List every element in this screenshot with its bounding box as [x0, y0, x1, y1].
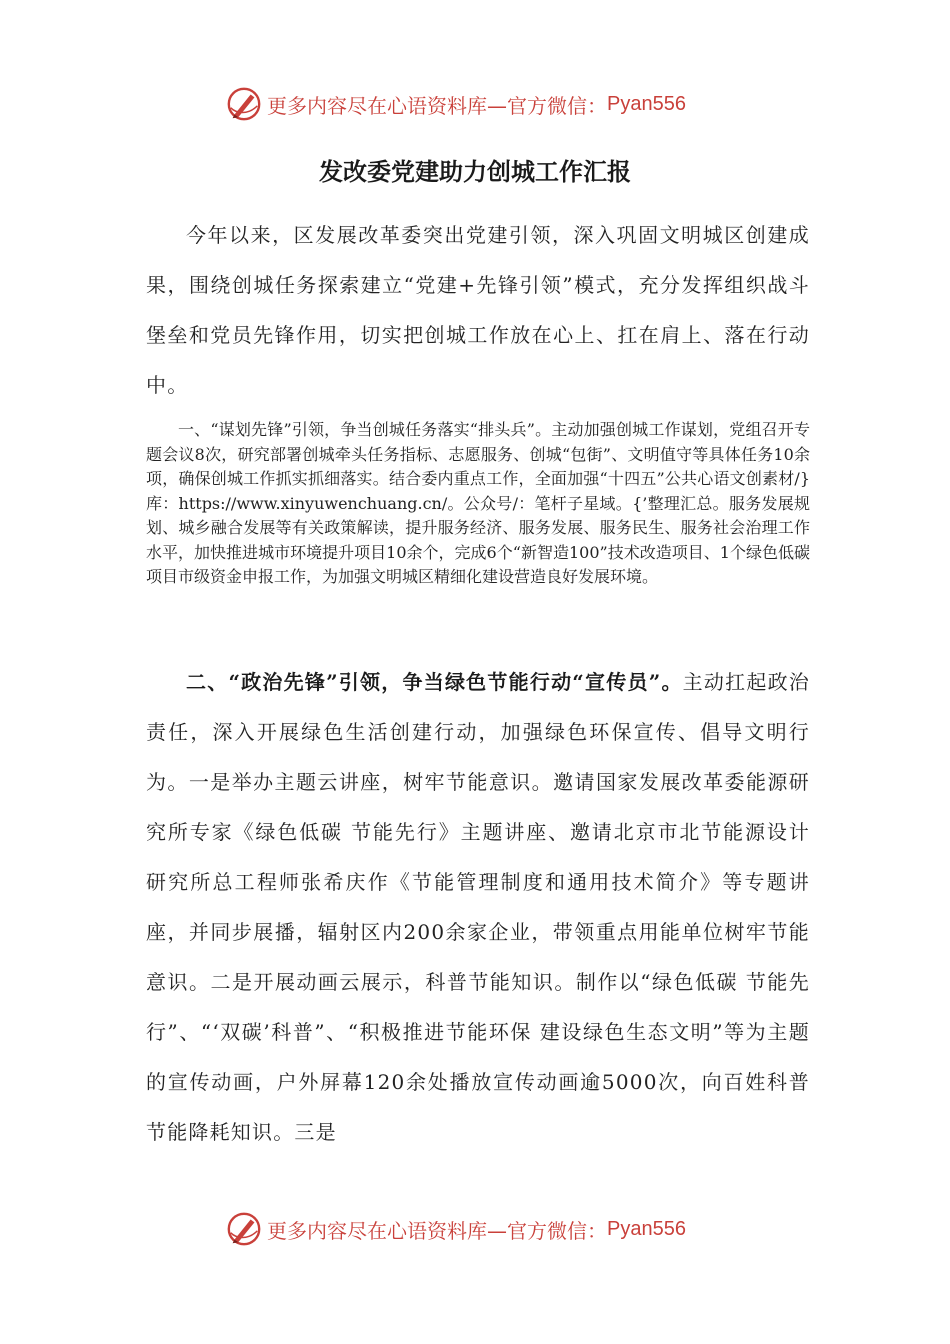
banner-handle: Pyan556 [607, 1217, 686, 1240]
banner-text: 更多内容尽在心语资料库—官方微信： [267, 1218, 607, 1243]
section-1-paragraph: 一、“谋划先锋”引领，争当创城任务落实“排头兵”。主动加强创城工作谋划，党组召开专题会议8次，研究部署创城牵头任务指标、志愿服务、创城“包街”、文明值守等具体任务10余项，确保创城工作抓实抓细落实。结合委内重点工作，全面加强“十四五”公共心语文创素材/}库：https://www.xinyuwenchuang.cn/。公众号/：笔杆子星域。{’整理汇总。服务发展规划、城乡融合发展等有关政策解读，提升服务经济、服务发展、服务民生、服务社会治理工作水平，加快推进城市环境提升项目10余个，完成6个“新智造100”技术改造项目、1个绿色低碳项目市级资金申报工作，为加强文明城区精细化建设营造良好发展环境。 [146, 420, 810, 586]
footer-banner [225, 1209, 745, 1249]
intro-paragraph: 今年以来，区发展改革委突出党建引领，深入巩固文明城区创建成果，围绕创城任务探索建立“党建+先锋引领”模式，充分发挥组织战斗堡垒和党员先锋作用，切实把创城工作放在心上、扛在肩上、落在行动中。 [146, 223, 810, 397]
banner-text: 更多内容尽在心语资料库—官方微信： [267, 93, 607, 118]
section-2-heading: 二、“政治先锋”引领，争当绿色节能行动“宣传员”。 [186, 670, 683, 694]
pen-logo-icon [225, 1210, 263, 1248]
header-banner [225, 84, 745, 124]
document-title: 发改委党建助力创城工作汇报 [319, 158, 631, 186]
section-2-body: 主动扛起政治责任，深入开展绿色生活创建行动，加强绿色环保宣传、倡导文明行为。一是举办主题云讲座，树牢节能意识。邀请国家发展改革委能源研究所专家《绿色低碳 节能先行》主题讲座、邀请北京市北节能源设计研究所总工程师张希庆作《节能管理制度和通用技术简介》等专题讲座，并同步展播，辐射区内200余家企业，带领重点用能单位树牢节能意识。二是开展动画云展示，科普节能知识。制作以“绿色低碳 节能先行”、“‘双碳’科普”、“积极推进节能环保 建设绿色生态文明”等为主题的宣传动画，户外屏幕120余处播放宣传动画逾5000次，向百姓科普节能降耗知识。三是 [146, 670, 811, 1144]
pen-logo-icon [225, 85, 263, 123]
section-2-paragraph [146, 657, 810, 1157]
banner-handle: Pyan556 [607, 92, 686, 115]
